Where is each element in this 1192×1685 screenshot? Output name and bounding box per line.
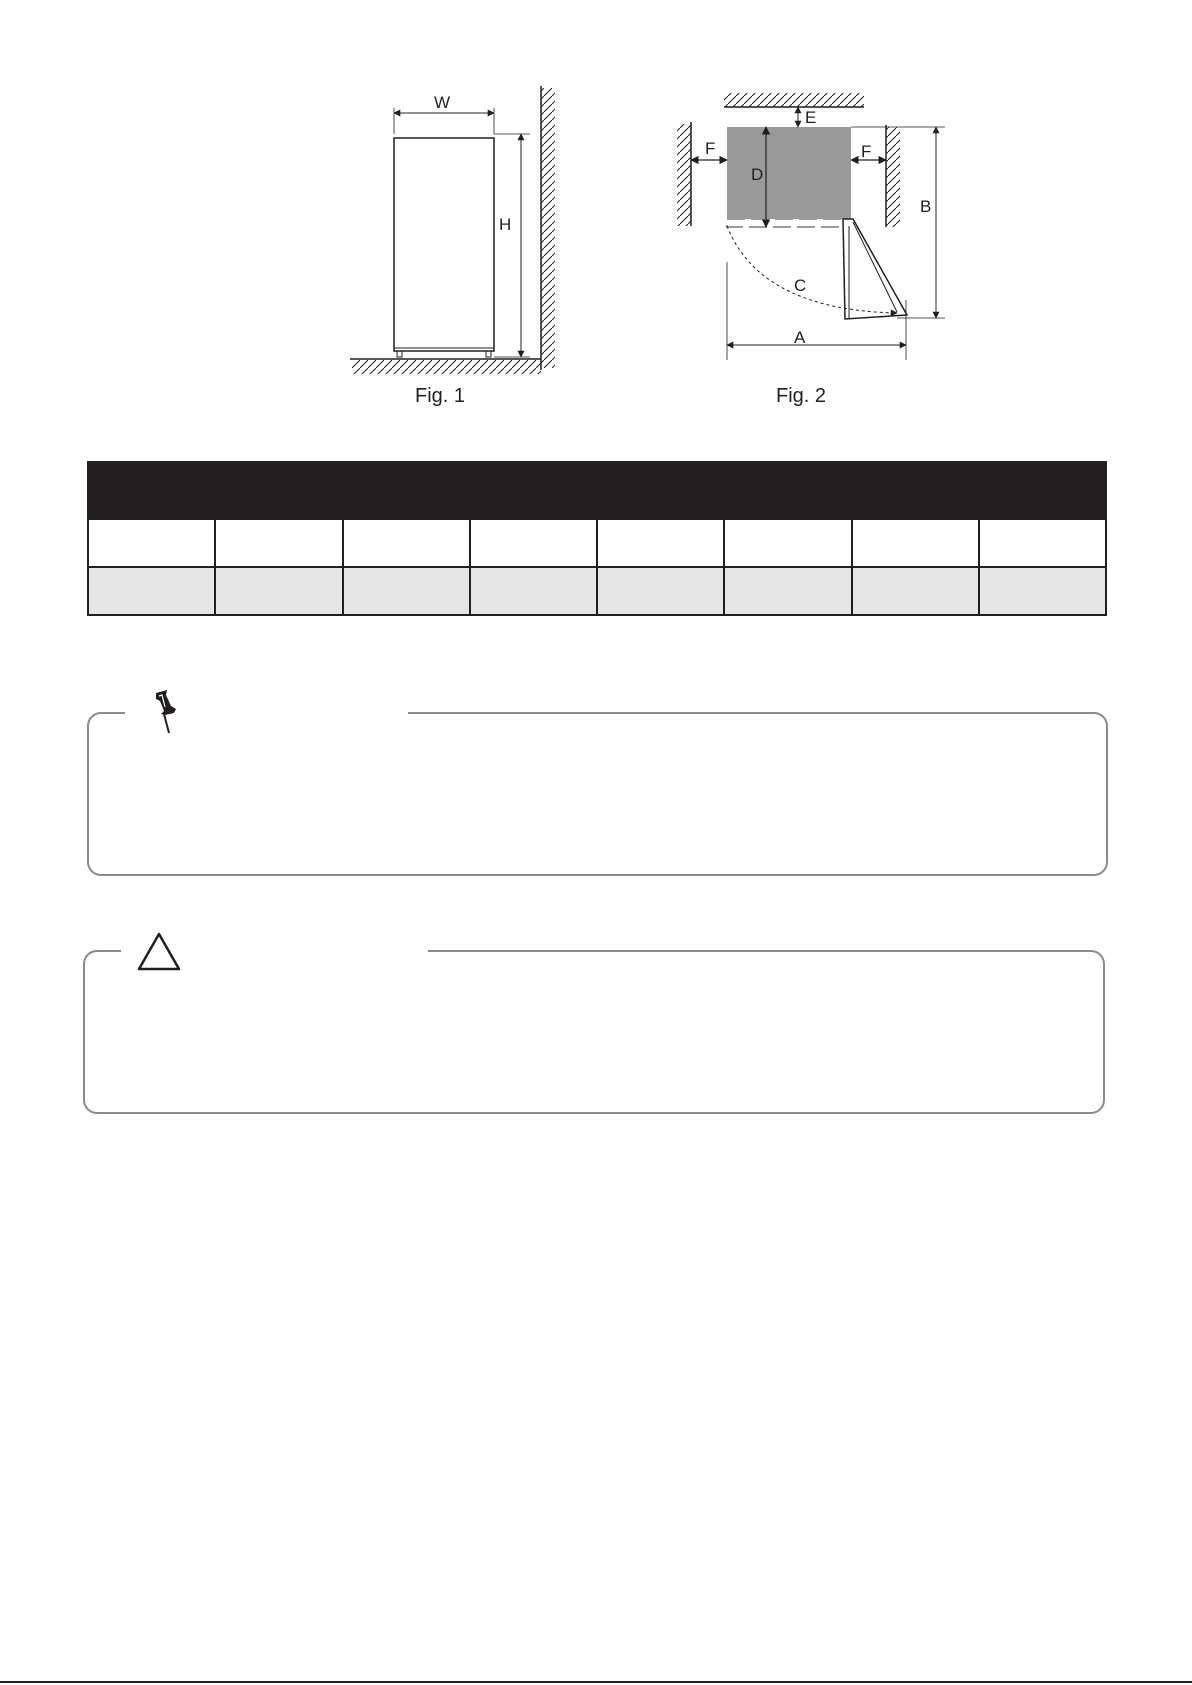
table-header-cell [470,462,597,519]
note-box [87,712,1108,876]
table-header-cell [724,462,851,519]
table-cell [343,567,470,615]
table-cell [88,519,215,567]
table-header-cell [979,462,1106,519]
table-cell [597,519,724,567]
table-cell [852,567,979,615]
freezer-top-view [727,127,851,223]
page-bottom-rule [0,1681,1192,1683]
table-cell [724,567,851,615]
label-e: E [805,108,817,127]
table-row [88,567,1106,615]
table-cell [724,519,851,567]
fig2-caption: Fig. 2 [776,385,827,407]
table-cell [470,567,597,615]
fig2-drawing [677,93,945,360]
table-header-cell [215,462,342,519]
label-c: C [794,276,807,295]
label-d: D [751,165,764,184]
table-header-cell [88,462,215,519]
dimension-table [87,461,1107,616]
fig1-caption: Fig. 1 [415,385,466,407]
table-header-cell [343,462,470,519]
fig1-drawing [350,86,555,374]
label-f-right: F [861,142,872,161]
label-h: H [499,215,512,234]
table-cell [343,519,470,567]
installation-figures [0,0,1192,420]
warning-box [83,950,1105,1114]
table-header-row [88,462,1106,519]
table-cell [470,519,597,567]
table-cell [215,567,342,615]
table-cell [88,567,215,615]
table-header-cell [852,462,979,519]
table-cell [597,567,724,615]
label-w: W [434,93,451,112]
open-door [843,219,907,319]
label-b: B [920,197,932,216]
warning-triangle-icon [137,932,181,972]
label-f-left: F [705,139,716,158]
pushpin-icon [150,689,180,735]
table-cell [979,519,1106,567]
table-cell [852,519,979,567]
label-a: A [794,328,806,347]
table-cell [979,567,1106,615]
table-row [88,519,1106,567]
table-header-cell [597,462,724,519]
installation-diagrams [0,0,1192,420]
table-cell [215,519,342,567]
